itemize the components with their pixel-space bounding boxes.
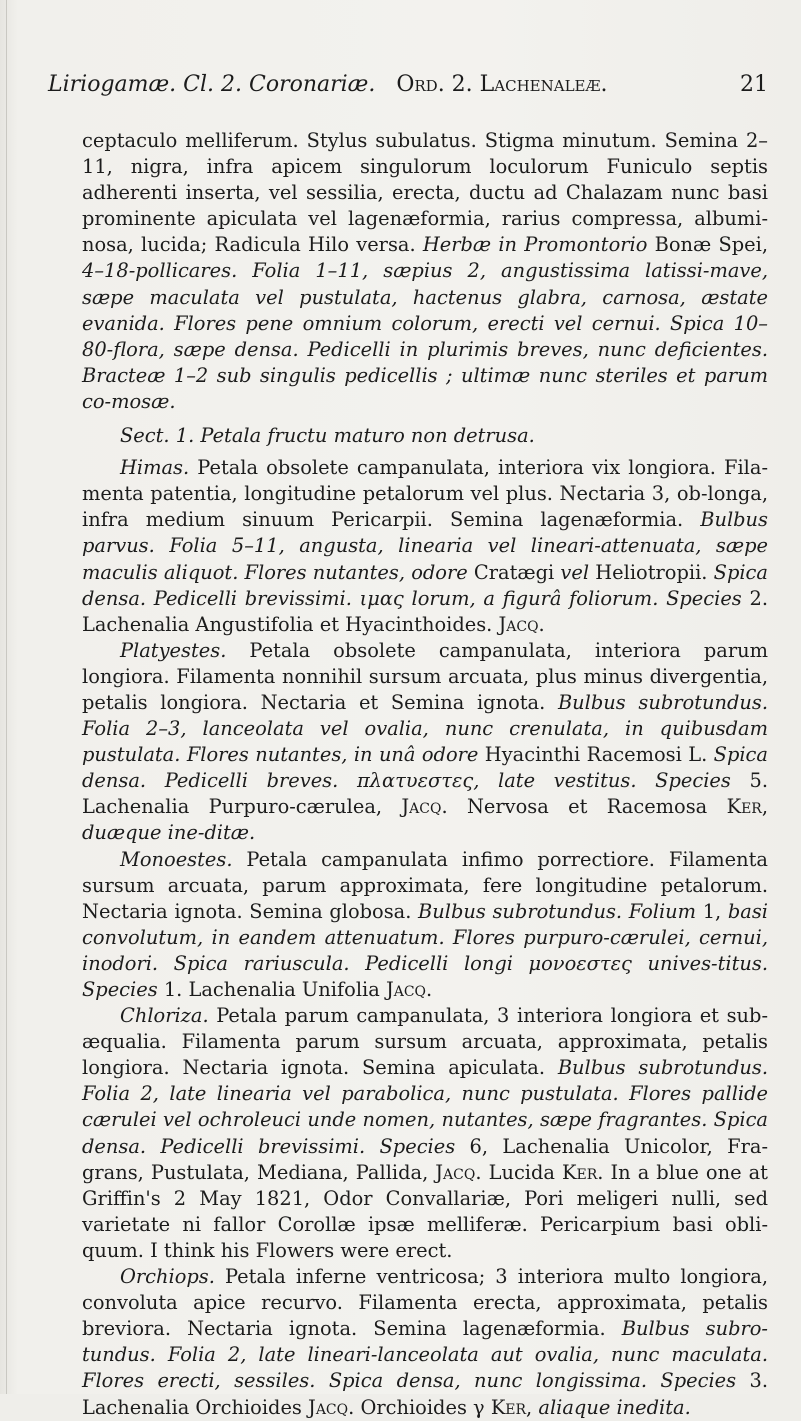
text-run: Cratægi (467, 560, 561, 584)
genus-monoestes (82, 847, 768, 1004)
text-run: Petala obsolete campanulata, interiora parum longiora. Filamenta nonnihil sursum arcuata, plus minus divergentia, petalis longiora. Nectaria et Semina ignota. (82, 638, 768, 714)
intro-text-3: Bonæ Spei, (647, 233, 768, 257)
genus-name: Monoestes. (120, 847, 233, 871)
author-abbrev: Jacq. (385, 978, 433, 1001)
text-run: Hyacinthi Racemosi L. (478, 743, 714, 767)
intro-text-4: 4–18-pollicares. Folia 1–11, sæpius 2, angustissima latissi-mave, sæpe maculata vel pustulata, hactenus glabra, carnosa, æstate evanida. Flores pene omnium colorum, erecti vel cernui. Spica 10–80-flora, sæpe densa. Pedicelli in plurimis breves, nunc deficientes. Bracteæ 1–2 sub singulis pedicellis ; ultimæ nunc steriles et parum co-mosæ. (82, 259, 768, 413)
text-run: Orchioides γ (354, 1395, 491, 1419)
genus-platyestes (82, 638, 768, 847)
text-run: Bulbus subro-tundus. Folia 2, late lineari-lanceolata aut ovalia, nunc maculata. Flores erecti, sessiles. Spica densa, nunc longissima. Species (82, 1317, 768, 1393)
text-run: Petala obsolete campanulata, interiora vix longiora. Fila-menta patentia, longitudine petalorum vel plus. Nectaria 3, ob-longa, infra medium sinuum Pericarpii. Semina lagenæformia. (82, 456, 768, 532)
genus-chloriza (82, 1003, 768, 1264)
section-heading (82, 423, 768, 449)
section-text: Sect. 1. Petala fructu maturo non detrusa. (120, 424, 535, 448)
intro-text-1: ceptaculo melliferum. Stylus subulatus. Stigma minutum. Semina 2–11, nigra, infra apicem singulorum loculorum Funiculo septis adherenti inserta, vel sessilia, erecta, ductu ad Chalazam nunc basi prominente apiculata vel lagenæformia, rarius compressa, albumi-nosa, lucida; Radicula Hilo versa. (82, 129, 768, 257)
text-run: 1. Lachenalia Unifolia (157, 978, 386, 1001)
genus-name: Orchiops. (120, 1265, 215, 1289)
running-header (48, 72, 768, 112)
text-run: vel (560, 560, 590, 584)
text-run: Petala campanulata infimo porrectiore. Filamenta sursum arcuata, parum approximata, fere longitudine petalorum. Nectaria ignota. Semina globosa. (82, 847, 768, 923)
text-run: 5. Lachenalia Purpuro-cærulea, (82, 769, 768, 819)
text-run: Petala parum campanulata, 3 interiora longiora et sub-æqualia. Filamenta parum sursum arcuata, approximata, petalis longiora. Nectaria ignota. Semina apiculata. (82, 1004, 768, 1080)
text-run: 6, Lachenalia Unicolor, Fra-grans, Pustulata, Mediana, Pallida, (82, 1134, 768, 1184)
class-title: Liriogamæ. Cl. 2. Coronariæ. (48, 72, 376, 97)
text-run: basi convolutum, in eandem attenuatum. Flores purpuro-cærulei, cernui, inodori. Spica rariuscula. Pedicelli longi μονοεστες unives-titus. Species (82, 899, 769, 1001)
page-number: 21 (740, 72, 768, 97)
text-run: Petala inferne ventricosa; 3 interiora multo longiora, convoluta apice recurvo. Filamenta erecta, approximata, petalis breviora. Nectaria ignota. Semina lagenæformia. (82, 1265, 768, 1341)
header-left (48, 72, 608, 97)
text-run: 3. Lachenalia Orchioides (82, 1369, 768, 1419)
author-abbrev: Jacq. (498, 612, 545, 636)
author-abbrev: Jacq. (401, 795, 448, 819)
text-run: duæque ine-ditæ. (82, 821, 256, 845)
author-abbrev: Ker, (490, 1395, 533, 1419)
genus-himas (82, 455, 768, 638)
genus-name: Himas. (120, 456, 190, 480)
text-run: Bulbus subrotundus. Folia 2, late linearia vel parabolica, nunc pustulata. Flores pallide cærulei vel ochroleuci unde nomen, nutantes, sæpe fragrantes. Spica densa. Pedicelli brevissimi. Species (82, 1056, 768, 1158)
text-run: Bulbus parvus. Folia 5–11, angusta, linearia vel lineari-attenuata, sæpe maculis aliquot. Flores nutantes, odore (82, 508, 768, 584)
text-run: In a blue one at Griffin's 2 May 1821, Odor Convallariæ, Pori meligeri nulli, sed varietate ni fallor Corollæ ipsæ melliferæ. Pericarpium basi obli-quum. I think his Flowers were erect. (82, 1160, 768, 1262)
genus-name: Platyestes. (120, 638, 227, 662)
page-edge (6, 0, 7, 1394)
intro-paragraph (82, 128, 768, 415)
text-run: Nervosa et Racemosa (447, 795, 727, 819)
body-text (82, 128, 768, 1421)
text-run: Spica densa. Pedicelli breves. πλατυεστες, late vestitus. Species (82, 743, 768, 793)
text-run: Spica densa. Pedicelli brevissimi. ιμας lorum, a figurâ foliorum. Species (82, 560, 768, 610)
author-abbrev: Jacq. (308, 1395, 355, 1419)
intro-text-2: Herbæ in Promontorio (422, 233, 648, 257)
author-abbrev: Jacq. (435, 1160, 482, 1184)
text-run: Bulbus subrotundus. Folium (418, 899, 697, 923)
text-run: aliaque inedita. (532, 1395, 691, 1419)
text-run: 2. Lachenalia Angustifolia et Hyacinthoides. (82, 586, 768, 636)
order-label: Ord. 2. Lachenaleæ. (396, 72, 608, 97)
text-run: Lucida (481, 1160, 563, 1184)
genus-orchiops (82, 1264, 768, 1421)
genus-name: Chloriza. (120, 1004, 209, 1028)
text-run: Bulbus subrotundus. Folia 2–3, lanceolata vel ovalia, nunc crenulata, in quibusdam pustulata. Flores nutantes, in unâ odore (82, 690, 768, 767)
text-run: 1, (696, 899, 728, 923)
author-abbrev: Ker, (726, 795, 768, 819)
text-run: Heliotropii. (589, 560, 714, 584)
author-abbrev: Ker. (562, 1160, 604, 1184)
